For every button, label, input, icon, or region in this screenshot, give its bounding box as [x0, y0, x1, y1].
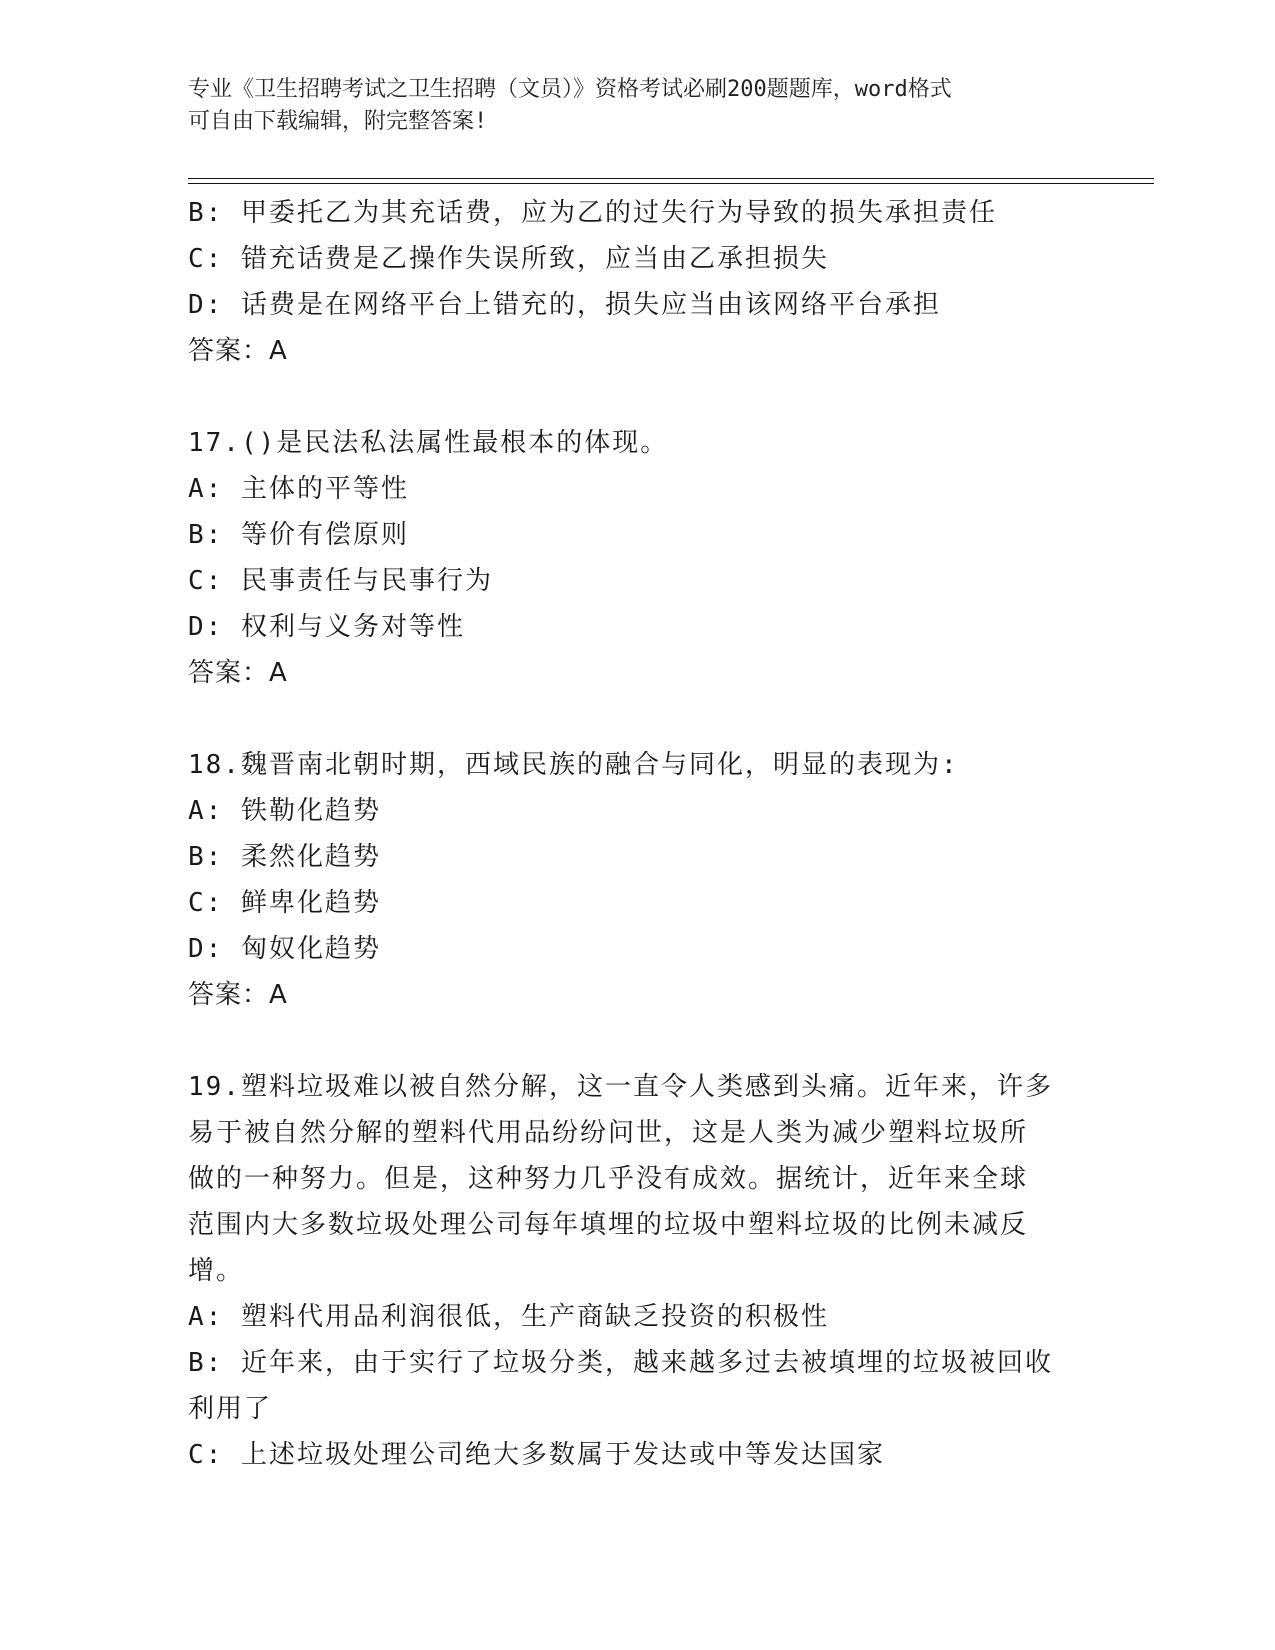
header-rule-bottom: [188, 183, 1154, 184]
option-b: B: 甲委托乙为其充话费，应为乙的过失行为导致的损失承担责任: [188, 198, 997, 228]
option-c: C: 民事责任与民事行为: [188, 566, 493, 596]
option-c: C: 鲜卑化趋势: [188, 888, 381, 918]
question-17: [188, 420, 1088, 696]
question-content: [188, 190, 1088, 1478]
option-c: C: 上述垃圾处理公司绝大多数属于发达或中等发达国家: [188, 1440, 885, 1470]
question-stem: 17.()是民法私法属性最根本的体现。: [188, 428, 669, 458]
option-c: C: 错充话费是乙操作失误所致，应当由乙承担损失: [188, 244, 829, 274]
question-stem-line-2: 易于被自然分解的塑料代用品纷纷问世，这是人类为减少塑料垃圾所: [188, 1118, 1029, 1148]
answer-line: 答案：A: [188, 658, 288, 688]
question-stem-line-5: 增。: [188, 1256, 245, 1286]
spacer: [188, 1018, 1088, 1064]
question-stem-line-3: 做的一种努力。但是，这种努力几乎没有成效。据统计，近年来全球: [188, 1164, 1029, 1194]
question-stem-line-1: 19.塑料垃圾难以被自然分解，这一直令人类感到头痛。近年来，许多: [188, 1072, 1053, 1102]
question-18: [188, 742, 1088, 1018]
question-stem: 18.魏晋南北朝时期，西域民族的融合与同化，明显的表现为:: [188, 750, 959, 780]
header-line-1: 专业《卫生招聘考试之卫生招聘（文员）》资格考试必刷200题题库，word格式: [188, 77, 952, 102]
option-b-line-2: 利用了: [188, 1394, 273, 1424]
option-a: A: 塑料代用品利润很低，生产商缺乏投资的积极性: [188, 1302, 829, 1332]
answer-line: 答案：A: [188, 336, 288, 366]
question-19: [188, 1064, 1088, 1478]
option-a: A: 铁勒化趋势: [188, 796, 381, 826]
option-a: A: 主体的平等性: [188, 474, 409, 504]
option-d: D: 权利与义务对等性: [188, 612, 465, 642]
option-b-line-1: B: 近年来，由于实行了垃圾分类，越来越多过去被填埋的垃圾被回收: [188, 1348, 1053, 1378]
page-header: [188, 74, 1088, 138]
spacer: [188, 696, 1088, 742]
option-b: B: 柔然化趋势: [188, 842, 381, 872]
spacer: [188, 374, 1088, 420]
header-line-2: 可自由下载编辑，附完整答案!: [188, 109, 488, 134]
option-d: D: 话费是在网络平台上错充的，损失应当由该网络平台承担: [188, 290, 941, 320]
question-16-partial: [188, 190, 1088, 374]
answer-line: 答案：A: [188, 980, 288, 1010]
header-rule-top: [188, 178, 1154, 179]
option-d: D: 匈奴化趋势: [188, 934, 381, 964]
question-stem-line-4: 范围内大多数垃圾处理公司每年填埋的垃圾中塑料垃圾的比例未减反: [188, 1210, 1029, 1240]
option-b: B: 等价有偿原则: [188, 520, 409, 550]
